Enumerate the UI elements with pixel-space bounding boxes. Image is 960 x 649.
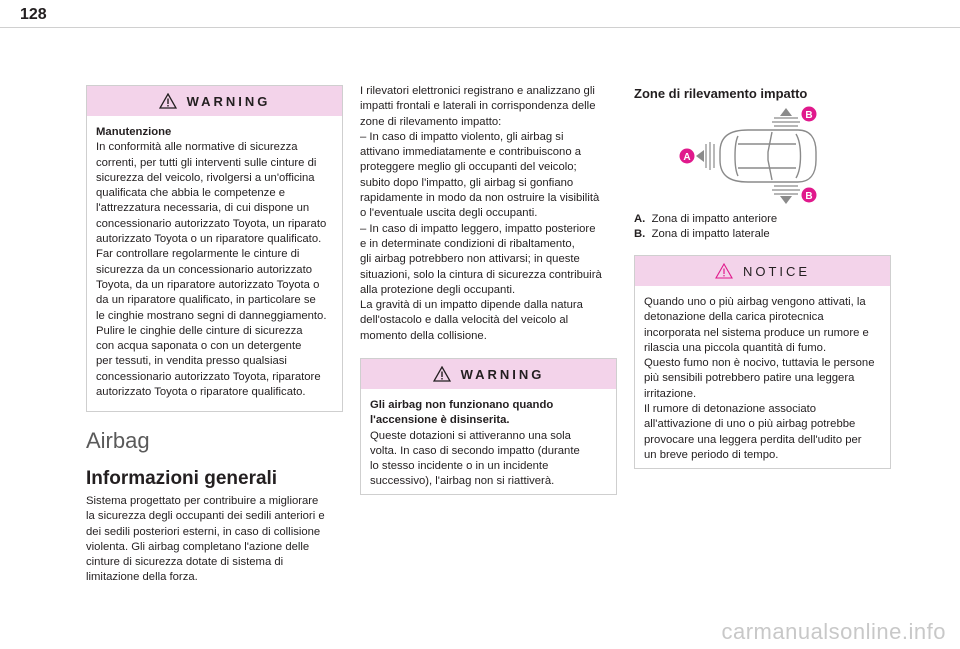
zone-a-label: A [683, 152, 691, 163]
warning-line: sicurezza da un concessionario autorizzato [96, 263, 313, 276]
notice-header [635, 256, 890, 286]
warning-heading: Manutenzione [96, 126, 172, 138]
warning-line: con acqua saponata o con un detergente [96, 340, 302, 353]
warning-line: autorizzato Toyota o riparatore qualificato. [96, 386, 306, 399]
notice-line: detonazione della carica pirotecnica [644, 311, 824, 324]
zone-a-marker [680, 149, 695, 164]
warning-line: successivo), l'airbag non si riattiverà. [370, 475, 555, 488]
paragraph-line: rapidamente in modo da non ostruire la visibilità [360, 192, 600, 205]
zone-b-bottom-label: B [805, 191, 813, 202]
paragraph-line: limitazione della forza. [86, 571, 198, 584]
zones-heading: Zone di rilevamento impatto [634, 86, 808, 101]
paragraph-line: dei sedili posteriori esterni, in caso di collisione [86, 525, 321, 538]
page-number: 128 [20, 6, 47, 23]
legend-text: Zona di impatto anteriore [651, 213, 778, 225]
paragraph-line: attivano immediatamente e contribuiscono a [360, 146, 582, 159]
warning-line: qualificata che abbia le competenze e [96, 187, 286, 200]
warning-line: le cinghie mostrano segni di danneggiamento. [96, 309, 327, 322]
warning-triangle-icon [433, 366, 451, 382]
notice-body [635, 286, 890, 472]
warning-line: correnti, per tutti gli interventi sulle cinture di [96, 156, 317, 169]
paragraph-line: La gravità di un impatto dipende dalla natura [360, 299, 583, 312]
warning-line: autorizzato Toyota o un riparatore qualificato. [96, 233, 322, 246]
warning-line: lo stesso incidente o in un incidente [370, 460, 549, 473]
paragraph-line: gli airbag potrebbero non attivarsi; in queste [360, 253, 580, 266]
paragraph-line: la sicurezza degli occupanti dei sedili anteriori e [86, 510, 325, 523]
paragraph-line: violenta. Gli airbag completano l'azione delle [86, 540, 310, 553]
notice-line: rilascia una piccola quantità di fumo. [644, 341, 827, 354]
notice-line: Questo fumo non è nocivo, tuttavia le persone [644, 357, 875, 370]
warning-line: volta. In caso di secondo impatto (durante [370, 444, 580, 457]
notice-triangle-icon [715, 263, 733, 279]
warning-box-airbag [360, 358, 617, 495]
warning-title: WARNING [186, 93, 271, 109]
warning-heading: l'accensione è disinserita. [370, 414, 510, 427]
notice-line: provocare una leggera perdita dell'udito per [644, 433, 862, 446]
warning-line: sicurezza del veicolo, rivolgersi a un'officina [96, 171, 315, 184]
paragraph-line: – In caso di impatto violento, gli airbag si [360, 130, 564, 143]
zone-b-bottom-marker [802, 188, 817, 203]
front-impact-arrows [696, 142, 714, 170]
warning-title: WARNING [460, 366, 545, 382]
notice-box [634, 255, 891, 469]
legend-text: Zona di impatto laterale [651, 228, 770, 240]
warning-heading: Gli airbag non funzionano quando [370, 399, 554, 411]
paragraph-line: – In caso di impatto leggero, impatto posteriore [360, 222, 596, 235]
paragraph-line: alla protezione degli occupanti. [360, 283, 516, 296]
warning-line: In conformità alle normative di sicurezza [96, 141, 298, 154]
warning-line: per tessuti, in vendita presso qualsiasi [96, 355, 287, 368]
warning-body [87, 116, 342, 409]
warning-box-maintenance [86, 85, 343, 412]
warning-line: concessionario autorizzato Toyota, riparatore [96, 370, 321, 383]
watermark: carmanualsonline.info [721, 619, 946, 644]
paragraph-line: subito dopo l'impatto, gli airbag si gonfiano [360, 176, 574, 189]
side-impact-arrows [772, 108, 800, 204]
paragraph-line: cinture di sicurezza dotate di sistema di [86, 556, 284, 569]
legend-item [634, 212, 777, 227]
notice-line: incorporata nel sistema produce un rumore e [644, 326, 869, 339]
warning-triangle-icon [159, 93, 177, 109]
warning-line: Queste dotazioni si attiveranno una sola [370, 429, 571, 442]
warning-line: Pulire le cinghie delle cinture di sicurezza [96, 324, 303, 337]
notice-line: Quando uno o più airbag vengono attivati, la [644, 296, 866, 308]
paragraph-line: situazioni, solo la cintura di sicurezza contribuirà [360, 268, 602, 281]
warning-line: l'attrezzatura necessaria, di cui dispone un [96, 202, 310, 215]
warning-line: concessionario autorizzato Toyota, un riparato [96, 217, 327, 230]
paragraph-line: I rilevatori elettronici registrano e analizzano gli [360, 85, 595, 97]
notice-line: irritazione. [644, 387, 697, 400]
intro-paragraph [86, 494, 346, 586]
paragraph-line: o l'eventuale uscita degli occupanti. [360, 207, 538, 220]
warning-line: Far controllare regolarmente le cinture di [96, 248, 300, 261]
paragraph-line: momento della collisione. [360, 329, 487, 342]
paragraph-line: proteggere meglio gli occupanti del veicolo; [360, 161, 577, 174]
notice-line: un breve periodo di tempo. [644, 448, 779, 461]
section-title: Airbag [86, 428, 150, 453]
zone-b-top-marker [802, 107, 817, 122]
warning-line: da un riparatore qualificato, in particolare se [96, 294, 316, 307]
notice-line: Il rumore di detonazione associato [644, 403, 817, 416]
header-divider [0, 27, 960, 28]
detection-paragraph [360, 84, 620, 344]
notice-title: NOTICE [742, 263, 811, 279]
warning-header [361, 359, 616, 389]
zone-b-top-label: B [805, 110, 813, 121]
paragraph-line: e in determinate condizioni di ribaltamento, [360, 237, 575, 250]
warning-header [87, 86, 342, 116]
legend-key: A. [634, 213, 646, 225]
notice-line: più sensibili potrebbero patire una leggera [644, 372, 855, 385]
paragraph-line: dell'ostacolo e dalla velocità del veicolo al [360, 314, 569, 327]
subsection-heading: Informazioni generali [86, 468, 278, 489]
warning-line: Toyota, da un riparatore autorizzato Toyota o [96, 278, 320, 291]
impact-zones-diagram [676, 104, 826, 206]
car-outline [720, 130, 816, 182]
warning-body [361, 389, 616, 499]
legend-item [634, 227, 777, 242]
paragraph-line: impatti frontali e laterali in corrispondenza delle [360, 100, 596, 113]
notice-line: all'attivazione di uno o più airbag potrebbe [644, 418, 856, 431]
zones-legend [634, 212, 777, 242]
paragraph-line: Sistema progettato per contribuire a migliorare [86, 495, 319, 507]
paragraph-line: zone di rilevamento impatto: [360, 115, 502, 128]
legend-key: B. [634, 228, 646, 240]
